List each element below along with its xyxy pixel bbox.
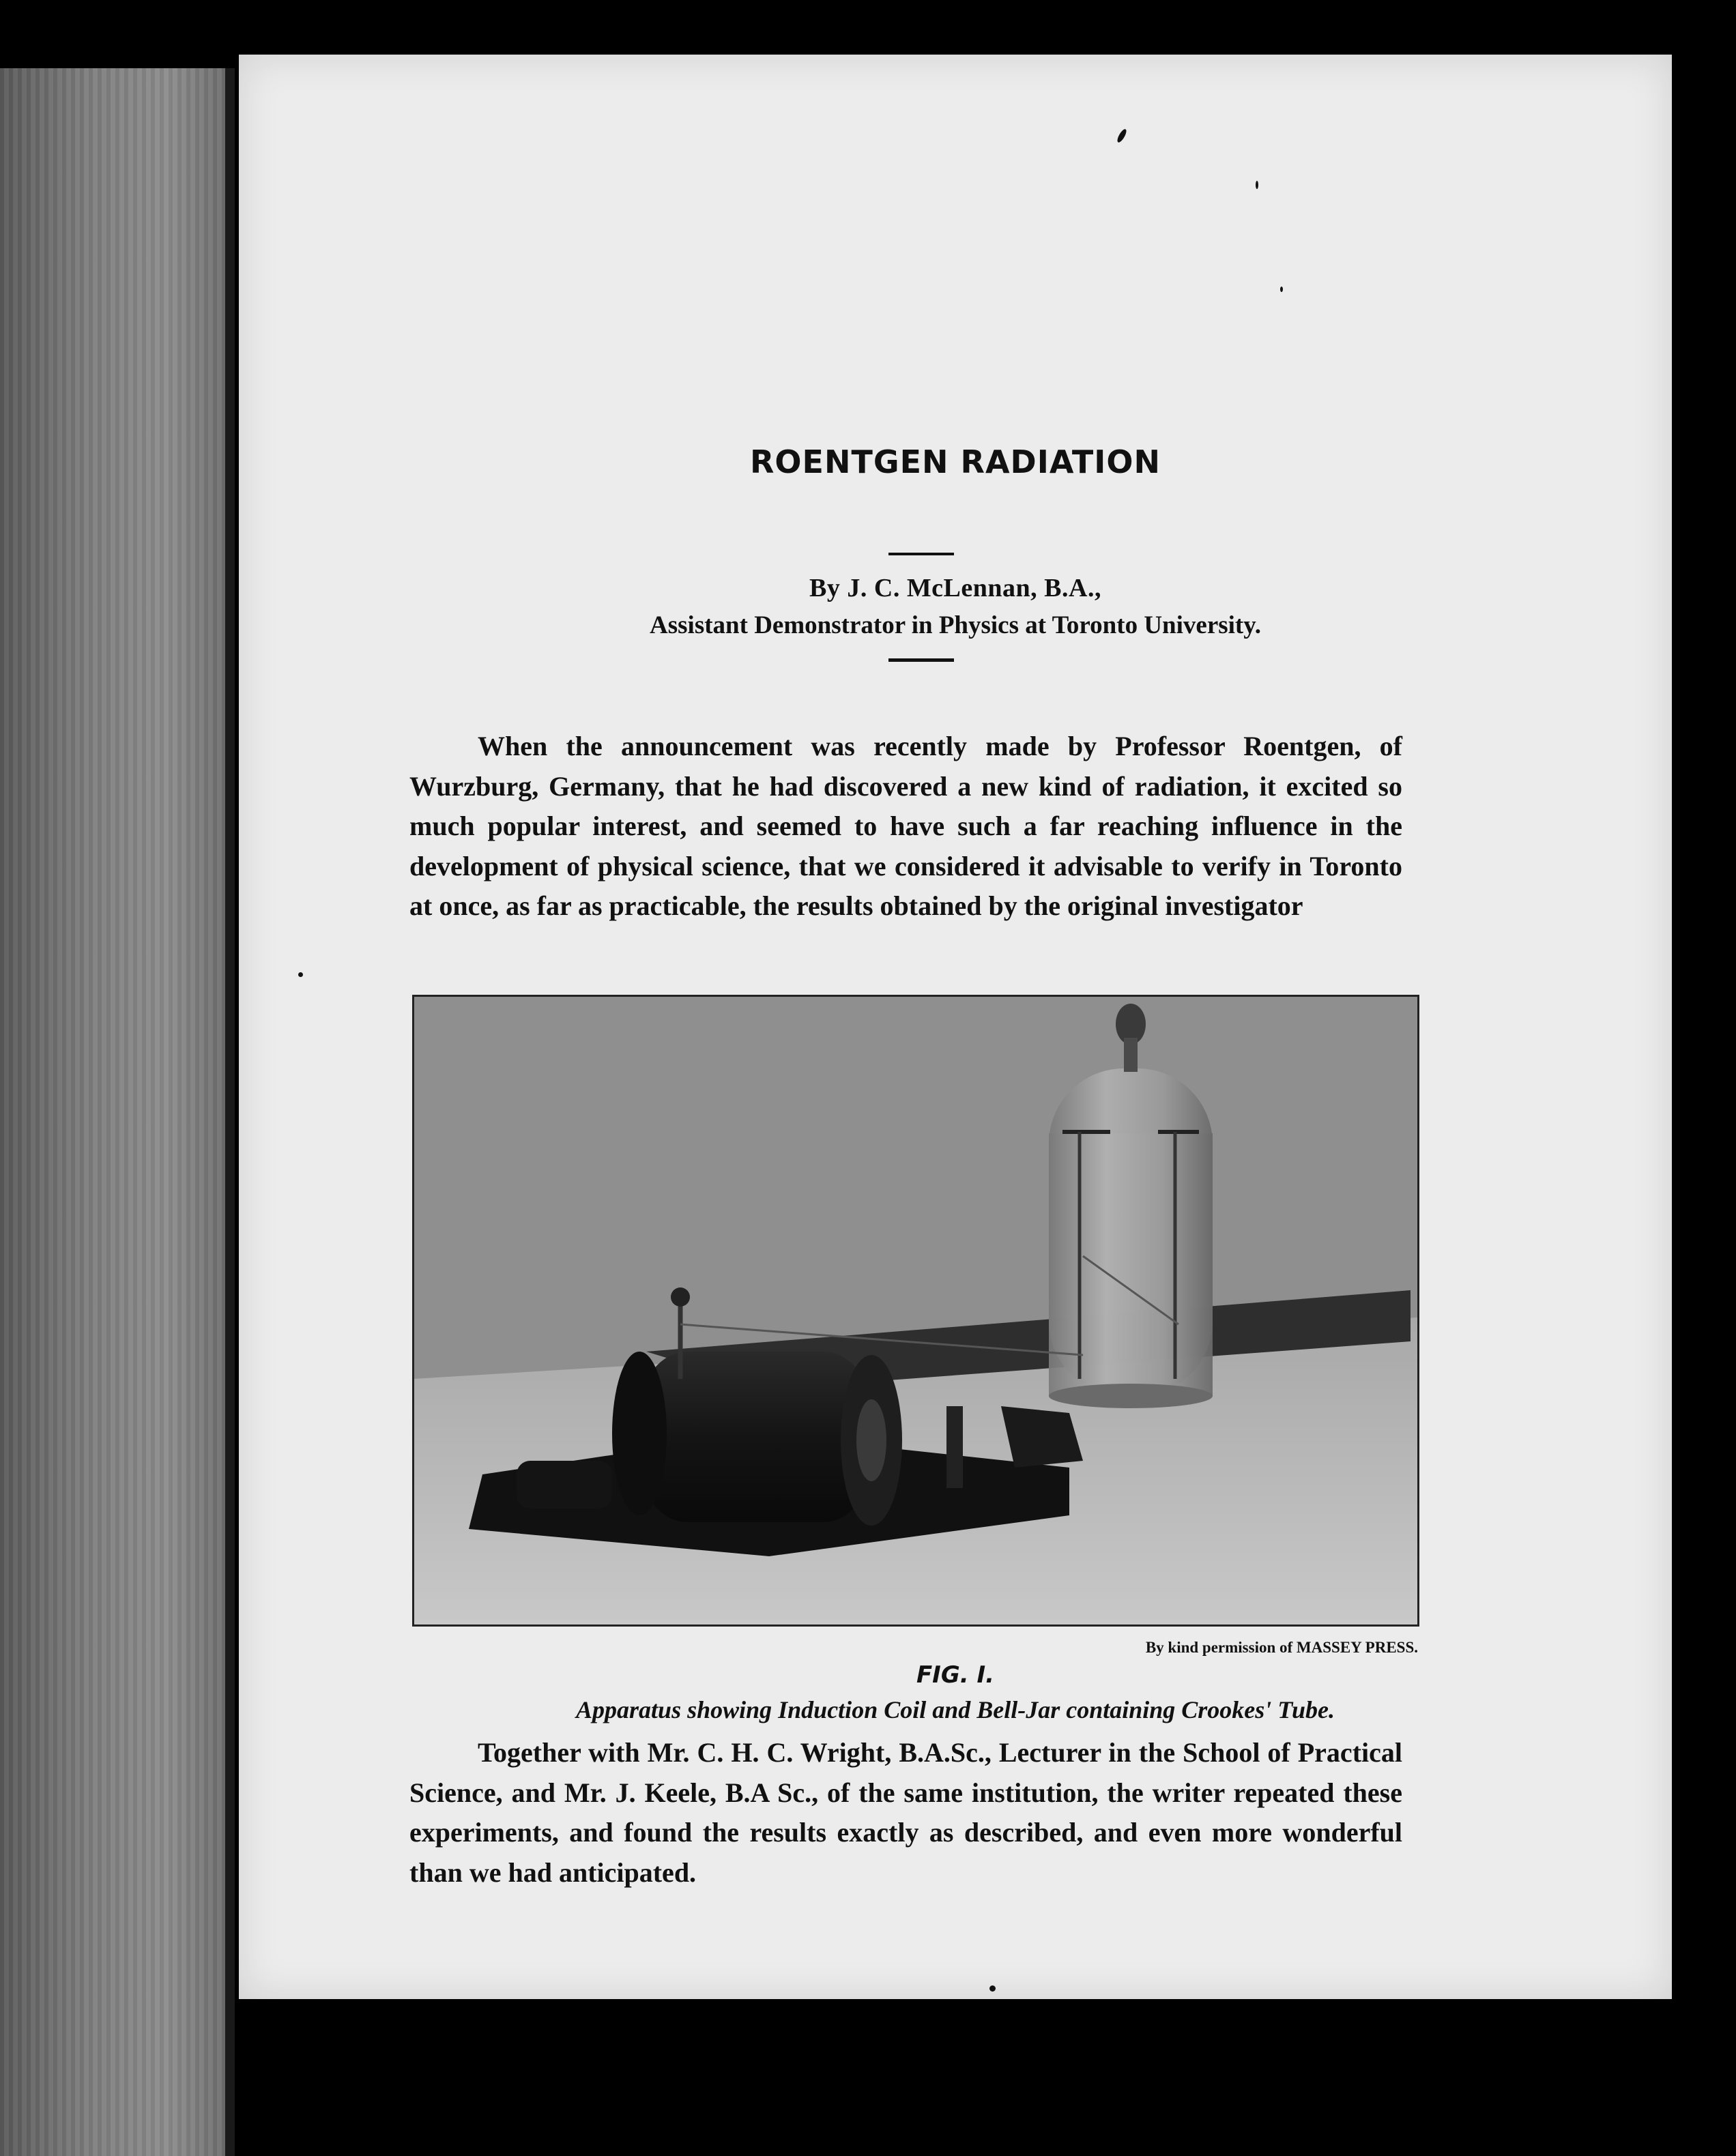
body-paragraph-1: When the announcement was recently made by Professor Roentgen, of Wurzburg, Germany, that he had discovered a new kind of radiation, it excited so much popular interest, and seemed to have such a far reaching influence in the development of physical science, that we considered it advisable to verify in Toronto at once, as far as practicable, the results obtained by the original investigator (409, 731, 1402, 921)
author-byline: By J. C. McLennan, B.A., (809, 574, 1101, 602)
body-paragraph-2: Together with Mr. C. H. C. Wright, B.A.Sc., Lecturer in the School of Practical Science, and Mr. J. Keele, B.A Sc., of the same institution, the writer repeated these experiments, and found the results exactly as described, and even more wonderful than we had anticipated. (409, 1737, 1402, 1888)
title-rule-top (888, 553, 954, 555)
document-page (239, 55, 1672, 1999)
figure-credit: By kind permission of MASSEY PRESS. (1145, 1639, 1418, 1656)
ink-speck (298, 972, 303, 977)
ink-speck (1280, 287, 1283, 292)
author-affiliation: Assistant Demonstrator in Physics at Toronto University. (650, 611, 1261, 639)
figure-label: FIG. I. (916, 1661, 995, 1689)
ink-speck (1116, 128, 1128, 143)
book-spine-edge (0, 68, 235, 2156)
figure-caption: Apparatus showing Induction Coil and Bell-Jar containing Crookes' Tube. (576, 1696, 1335, 1723)
ink-speck (1256, 181, 1258, 189)
title-rule-bottom (888, 658, 954, 662)
ink-speck (989, 1985, 996, 1992)
figure-photograph (412, 995, 1419, 1627)
article-title: ROENTGEN RADIATION (750, 443, 1161, 480)
